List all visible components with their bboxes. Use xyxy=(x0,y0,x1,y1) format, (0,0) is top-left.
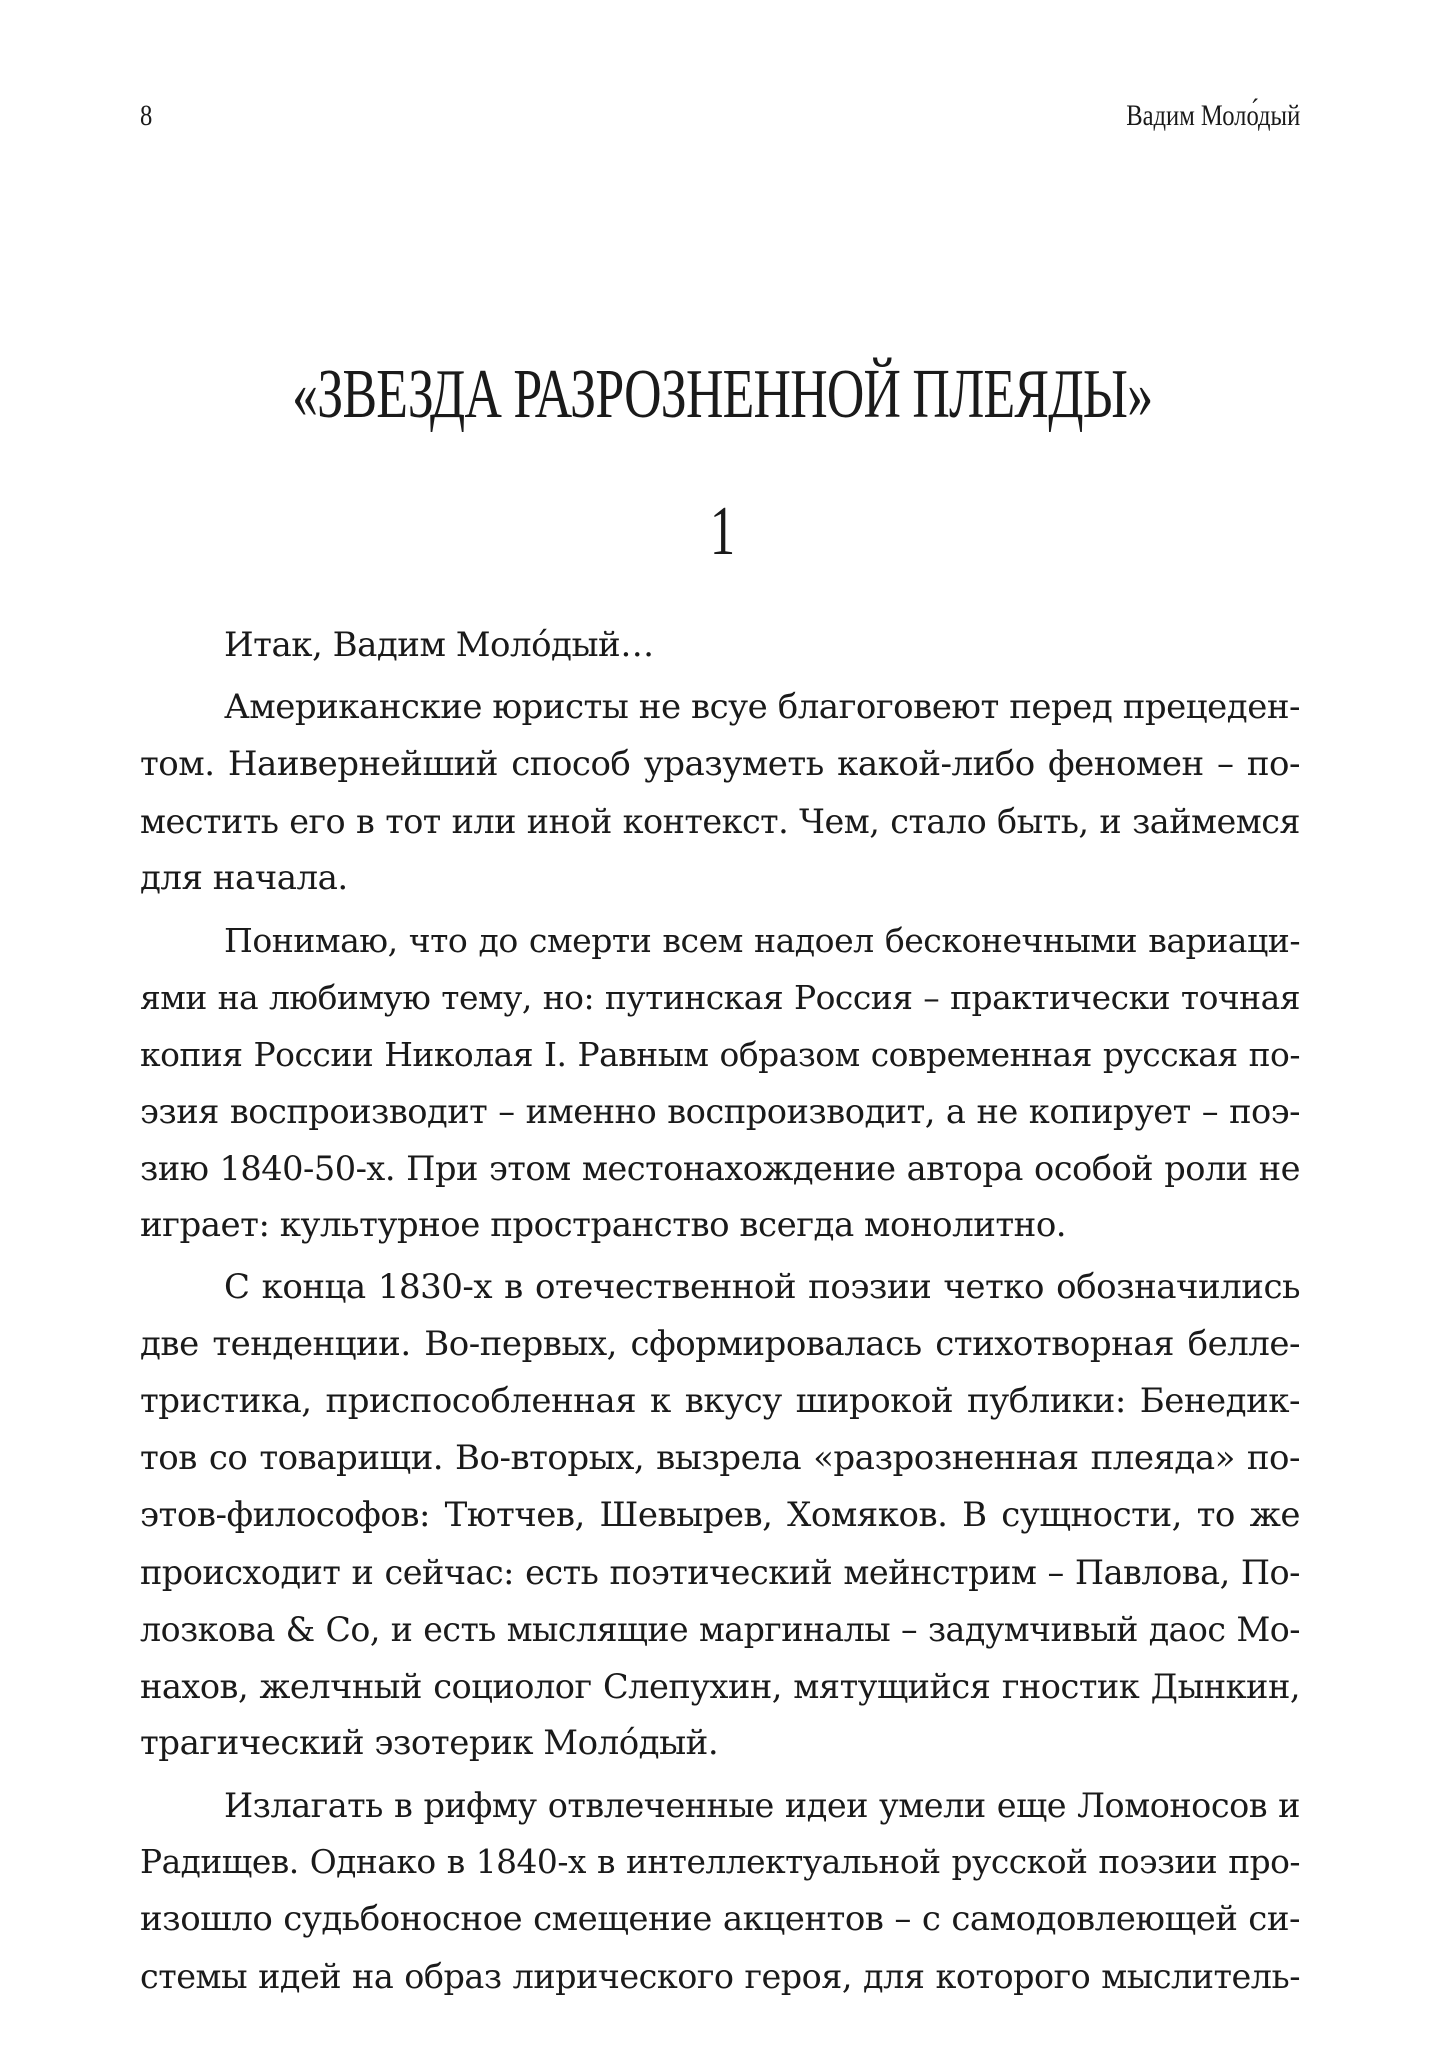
text-line: Американские юристы не всуе благоговеют перед прецеден- xyxy=(224,687,1300,727)
text-line: С конца 1830-х в отечественной поэзии четко обозначились xyxy=(224,1267,1300,1307)
page-number: 8 xyxy=(140,99,153,132)
text-line: Понимаю, что до смерти всем надоел бесконечными вариаци- xyxy=(224,921,1300,960)
text-line: две тенденции. Во-первых, сформировалась стихотворная белле- xyxy=(140,1324,1300,1364)
text-line: копия России Николая I. Равным образом современная русская по- xyxy=(140,1035,1300,1074)
text-line: играет: культурное пространство всегда монолитно. xyxy=(140,1205,1067,1245)
text-line: этов-философов: Тютчев, Шевырев, Хомяков. В сущности, то же xyxy=(140,1495,1300,1535)
body-text xyxy=(140,617,1300,2010)
section-number xyxy=(0,492,1444,572)
text-line: Радищев. Однако в 1840-х в интеллектуальной русской поэзии про- xyxy=(140,1843,1300,1881)
chapter-title xyxy=(0,350,1444,440)
text-line: ями на любимую тему, но: путинская Россия – практически точная xyxy=(140,978,1300,1017)
text-line: происходит и сейчас: есть поэтический мейнстрим – Павлова, По- xyxy=(140,1553,1300,1592)
paragraph xyxy=(140,1777,1300,2005)
running-head xyxy=(140,96,1300,136)
text-line: изошло судьбоносное смещение акцентов – с самодовлеющей си- xyxy=(140,1899,1300,1939)
paragraph xyxy=(140,1259,1300,1772)
running-head-author: Вадим Моло́дый xyxy=(1125,99,1300,132)
text-line: зию 1840-50-х. При этом местонахождение автора особой роли не xyxy=(140,1149,1300,1188)
text-line: лозкова & Co, и есть мыслящие маргиналы – задумчивый даос Мо- xyxy=(140,1610,1300,1649)
section-number-text: 1 xyxy=(709,493,735,570)
text-line: эзия воспроизводит – именно воспроизводит, а не копирует – поэ- xyxy=(140,1092,1300,1131)
text-line: стемы идей на образ лирического героя, для которого мыслитель- xyxy=(140,1957,1300,1996)
text-line: Итак, Вадим Моло́дый… xyxy=(224,625,654,665)
text-line: тристика, приспособленная к вкусу широкой публики: Бенедик- xyxy=(140,1381,1300,1421)
text-line: местить его в тот или иной контекст. Чем, стало быть, и займемся xyxy=(140,802,1300,841)
text-line: Излагать в рифму отвлеченные идеи умели еще Ломоносов и xyxy=(224,1786,1300,1825)
text-line: трагический эзотерик Моло́дый. xyxy=(140,1723,719,1763)
text-line: тов со товарищи. Во-вторых, вызрела «разрозненная плеяда» по- xyxy=(140,1438,1300,1478)
text-line: для начала. xyxy=(140,858,348,898)
text-line: нахов, желчный социолог Слепухин, мятущийся гностик Дынкин, xyxy=(140,1667,1300,1706)
paragraph xyxy=(140,679,1300,907)
text-line: том. Наивернейший способ уразуметь какой-либо феномен – по- xyxy=(140,744,1300,784)
paragraph xyxy=(140,617,1300,674)
chapter-title-text: «ЗВЕЗДА РАЗРОЗНЕННОЙ ПЛЕЯДЫ» xyxy=(291,356,1153,433)
paragraph xyxy=(140,912,1300,1254)
